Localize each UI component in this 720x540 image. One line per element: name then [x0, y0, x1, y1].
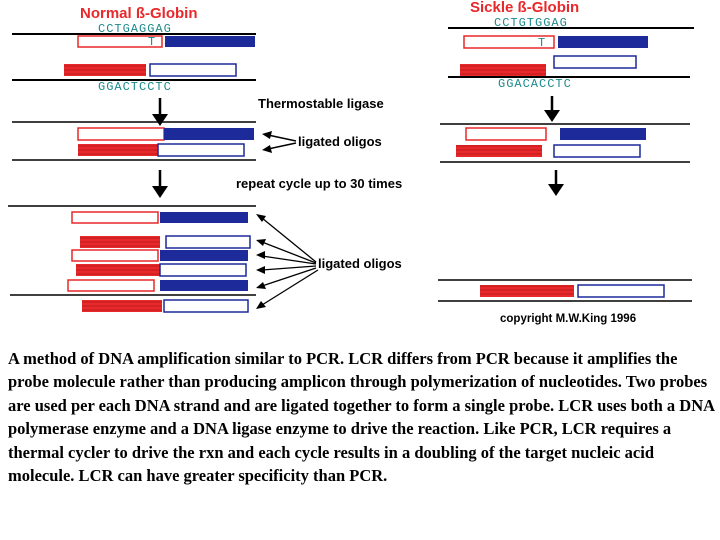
down-arrow-icon — [544, 96, 560, 122]
sickle-probe-red-outline — [466, 128, 546, 140]
product-blue-outline — [160, 264, 246, 276]
sickle-top-sequence: CCTGTGGAG — [494, 16, 568, 30]
sickle-probe-red — [456, 145, 542, 157]
normal-top-sequence: CCTGAGGAG — [98, 22, 172, 36]
sickle-result-blue-outline — [578, 285, 664, 297]
copyright-text: copyright M.W.King 1996 — [500, 313, 637, 325]
normal-ligated-probe-blue — [164, 128, 254, 140]
product-blue-outline — [164, 300, 248, 312]
normal-ligated-probe-red-outline — [78, 128, 164, 140]
sickle-title: Sickle ß-Globin — [470, 0, 580, 16]
product-red — [82, 300, 162, 312]
down-arrow-icon — [548, 170, 564, 196]
product-blue — [160, 212, 248, 223]
ligated-oligos-label-bottom: ligated oligos — [318, 256, 402, 271]
pointer-arrow-icon — [262, 131, 296, 153]
sickle-probe-blue — [560, 128, 646, 140]
normal-ligated-probe-red — [78, 144, 158, 156]
down-arrow-icon — [152, 170, 168, 198]
normal-title: Normal ß-Globin — [80, 5, 198, 22]
product-red-outline — [72, 250, 158, 261]
product-blue — [160, 280, 248, 291]
normal-bottom-sequence: GGACTCCTC — [98, 80, 172, 94]
sickle-probe-blue-top — [558, 36, 648, 48]
thermostable-ligase-label: Thermostable ligase — [258, 96, 384, 111]
product-blue-outline — [166, 236, 250, 248]
sickle-probe-white-bottom — [554, 56, 636, 68]
normal-probe-blue-top — [165, 36, 255, 47]
sickle-bottom-sequence: GGACACCTC — [498, 77, 572, 91]
product-red-outline — [72, 212, 158, 223]
sickle-probe-t-label: T — [538, 36, 547, 50]
sickle-probe-blue-outline — [554, 145, 640, 157]
sickle-result-red — [480, 285, 574, 297]
normal-probe-red-bottom — [64, 64, 146, 76]
normal-probe-t-label: T — [148, 35, 157, 49]
pointer-arrow-icon — [256, 214, 318, 309]
caption-text: A method of DNA amplification similar to PCR. LCR differs from PCR because it amplifies the probe molecule rather than producing amplicon through polymerization of nucleotides. Two probes are used per each DNA strand and are ligated together to form a single probe. LCR uses both a DNA polymerase enzyme and a DNA ligase enzyme to drive the reaction. Like PCR, LCR requires a thermal cycler to drive the rxn and each cycle results in a doubling of the target nucleic acid molecule. LCR can have greater specificity than PCR. — [8, 349, 715, 486]
product-red-outline — [68, 280, 154, 291]
product-red — [76, 264, 160, 276]
repeat-cycle-label: repeat cycle up to 30 times — [236, 176, 403, 191]
normal-probe-white-bottom — [150, 64, 236, 76]
product-red — [80, 236, 160, 248]
ligated-oligos-label: ligated oligos — [298, 134, 382, 149]
product-blue — [160, 250, 248, 261]
sickle-probe-red-bottom — [460, 64, 546, 76]
normal-ligated-probe-blue-outline — [158, 144, 244, 156]
